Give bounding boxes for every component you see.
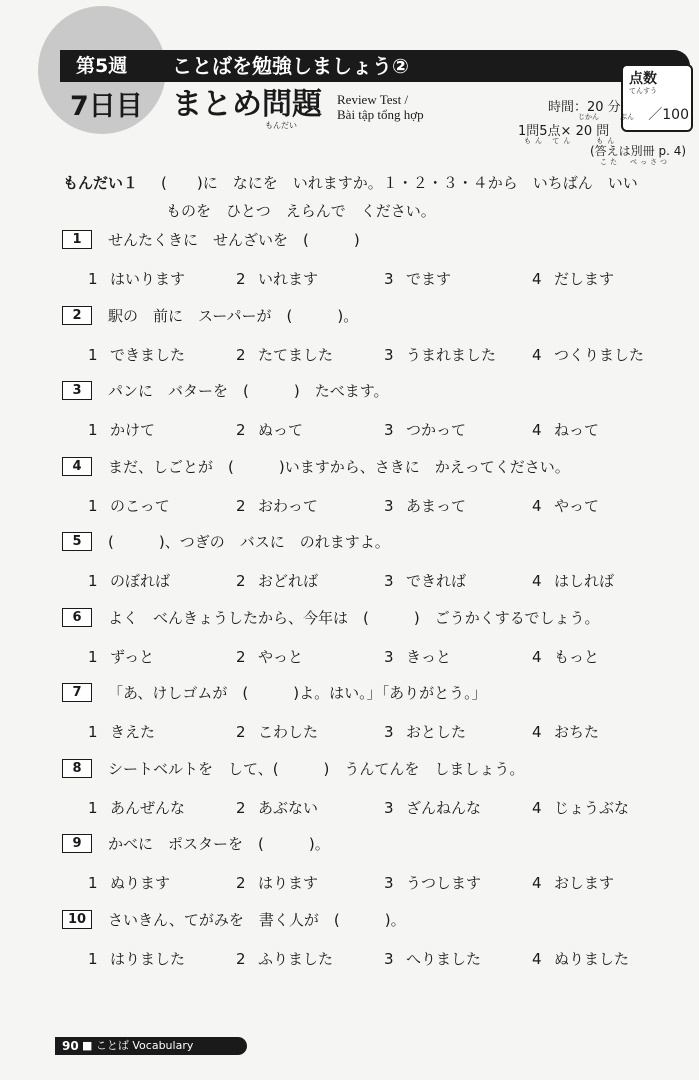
option-number: 2 (236, 723, 246, 741)
option-text: あんぜんな (110, 798, 186, 817)
question-item (0, 457, 699, 527)
option-text: でます (406, 270, 452, 288)
option-text: おどれば (258, 572, 319, 590)
option-number: 2 (236, 345, 246, 364)
option-text: ぬりました (554, 949, 630, 968)
question-text: まだ、しごとが ( )いますから、さきに かえってください。 (108, 457, 570, 476)
question-item (0, 683, 699, 753)
option-number: 3 (384, 496, 394, 515)
answer-option[interactable] (236, 571, 318, 591)
option-number: 1 (88, 647, 98, 666)
option-number: 2 (236, 421, 246, 439)
option-text: こわした (258, 723, 319, 741)
question-text: かべに ポスターを ( )。 (108, 835, 330, 853)
answer-option[interactable] (236, 949, 333, 969)
answer-option[interactable] (236, 873, 318, 893)
option-text: うつします (406, 874, 482, 892)
option-number: 1 (88, 270, 98, 288)
option-text: ぬります (110, 874, 171, 892)
option-number: 4 (532, 647, 542, 666)
option-number: 4 (532, 572, 542, 590)
answer-option[interactable] (88, 873, 170, 893)
answer-option[interactable] (236, 647, 303, 667)
answer-reference: (答えは別冊 p. 4) (590, 144, 687, 158)
option-text: あぶない (258, 798, 319, 817)
answer-option[interactable] (384, 496, 466, 516)
answer-option[interactable] (532, 496, 599, 516)
answer-option[interactable] (384, 571, 466, 591)
answer-option[interactable] (532, 647, 599, 667)
option-number: 3 (384, 949, 394, 968)
option-number: 4 (532, 496, 542, 515)
question-text: パンに バターを ( ) たべます。 (108, 382, 389, 400)
option-text: ふりました (258, 949, 334, 968)
question-number: 6 (62, 608, 92, 627)
option-text: はしれば (554, 572, 615, 590)
option-text: ざんねんな (406, 798, 482, 817)
option-number: 2 (236, 949, 246, 968)
option-number: 3 (384, 421, 394, 439)
question-text: シートベルトを して、( ) うんてんを しましょう。 (108, 759, 525, 778)
answer-option[interactable] (532, 345, 644, 365)
question-text: 「あ、けしゴムが ( )よ。はい。」「ありがとう。」 (108, 684, 487, 702)
question-item (0, 306, 699, 376)
footer-label: ■ ことば Vocabulary (82, 1039, 194, 1052)
option-number: 1 (88, 874, 98, 892)
option-number: 4 (532, 345, 542, 364)
option-number: 3 (384, 345, 394, 364)
option-text: おわって (258, 496, 318, 515)
score-label: 点数 (629, 71, 657, 87)
page-number: 90 (62, 1039, 79, 1053)
option-text: やっと (258, 647, 304, 666)
mondai-label: もんだい１ (63, 174, 139, 192)
answer-option[interactable] (532, 571, 614, 591)
option-text: やって (554, 496, 600, 515)
option-number: 1 (88, 572, 98, 590)
time-limit: 時間：20 分 (548, 100, 621, 115)
answer-option[interactable] (384, 798, 481, 818)
option-text: もっと (554, 647, 600, 666)
option-number: 2 (236, 647, 246, 666)
option-text: おとした (406, 723, 467, 741)
option-number: 2 (236, 798, 246, 817)
question-text: ( )、つぎの バスに のれますよ。 (108, 533, 390, 551)
option-text: ずっと (110, 647, 155, 666)
instruction-line-2: ものを ひとつ えらんで ください。 (166, 202, 436, 220)
question-number: 7 (62, 683, 92, 702)
option-number: 1 (88, 421, 98, 439)
option-text: はいります (110, 270, 186, 288)
points-ruby: もん てん もん (524, 137, 619, 145)
answer-option[interactable] (88, 647, 154, 667)
question-item (0, 759, 699, 829)
answer-option[interactable] (236, 420, 303, 440)
answer-option[interactable] (532, 269, 614, 289)
answer-option[interactable] (532, 722, 599, 742)
answer-ruby: こた べっさつ (600, 158, 670, 166)
answer-option[interactable] (532, 873, 614, 893)
option-text: はります (258, 874, 319, 892)
option-text: いれます (258, 270, 319, 288)
question-item (0, 910, 699, 980)
option-text: のぼれば (110, 572, 171, 590)
answer-option[interactable] (384, 722, 466, 742)
answer-option[interactable] (384, 647, 451, 667)
answer-option[interactable] (532, 798, 629, 818)
option-number: 1 (88, 723, 98, 741)
answer-option[interactable] (236, 496, 318, 516)
question-number: 3 (62, 381, 92, 400)
score-value: ／100 (648, 107, 689, 123)
question-text: 駅の 前に スーパーが ( )。 (108, 306, 359, 325)
option-number: 2 (236, 496, 246, 515)
answer-option[interactable] (384, 949, 481, 969)
answer-option[interactable] (384, 420, 466, 440)
option-number: 1 (88, 345, 98, 364)
question-text: せんたくきに せんざいを ( ) (108, 231, 360, 249)
option-text: たてました (258, 345, 334, 364)
option-number: 3 (384, 572, 394, 590)
option-number: 2 (236, 874, 246, 892)
answer-option[interactable] (88, 496, 170, 516)
option-number: 3 (384, 723, 394, 741)
option-number: 4 (532, 798, 542, 817)
question-item (0, 230, 699, 300)
question-item (0, 834, 699, 904)
subtitle-english: Review Test / (337, 92, 409, 107)
day-label: 7日目 (70, 91, 143, 122)
option-text: へりました (406, 949, 482, 968)
option-text: きっと (406, 647, 452, 666)
option-text: ぬって (258, 421, 304, 439)
answer-option[interactable] (384, 873, 481, 893)
time-ruby: じかん ぷん (578, 113, 634, 121)
question-text: さいきん、てがみを 書く人が ( )。 (108, 910, 406, 929)
answer-option[interactable] (384, 269, 451, 289)
option-text: できました (110, 345, 186, 364)
answer-option[interactable] (236, 345, 333, 365)
instruction-line-1: ( )に なにを いれますか。１・２・３・４から いちばん いい (161, 174, 638, 192)
option-text: じょうぶな (554, 798, 630, 817)
option-text: だします (554, 270, 615, 288)
question-number: 5 (62, 532, 92, 551)
option-text: つくりました (554, 345, 645, 364)
question-item (0, 381, 699, 451)
answer-option[interactable] (236, 798, 318, 818)
option-number: 4 (532, 723, 542, 741)
points-info: 1問5点× 20 問 (518, 124, 610, 139)
option-text: おします (554, 874, 615, 892)
answer-option[interactable] (236, 722, 318, 742)
option-text: かけて (110, 421, 156, 439)
option-number: 2 (236, 270, 246, 288)
option-number: 4 (532, 270, 542, 288)
option-text: うまれました (406, 345, 497, 364)
answer-option[interactable] (88, 798, 185, 818)
score-ruby: てんすう (629, 87, 657, 95)
option-number: 3 (384, 798, 394, 817)
question-item (0, 608, 699, 678)
title-ruby: もんだい (265, 121, 297, 130)
answer-option[interactable] (532, 949, 629, 969)
answer-option[interactable] (88, 420, 155, 440)
question-number: 8 (62, 759, 92, 778)
option-number: 1 (88, 798, 98, 817)
option-text: のこって (110, 496, 170, 515)
week-label: 第5週 (76, 55, 128, 77)
answer-option[interactable] (236, 269, 318, 289)
answer-option[interactable] (88, 722, 155, 742)
option-text: ねって (554, 421, 600, 439)
answer-option[interactable] (532, 420, 599, 440)
option-number: 3 (384, 647, 394, 666)
answer-option[interactable] (88, 269, 185, 289)
answer-option[interactable] (88, 345, 185, 365)
option-text: あまって (406, 496, 467, 515)
option-text: できれば (406, 572, 467, 590)
week-title: ことばを勉強しましょう② (172, 54, 409, 78)
question-number: 10 (62, 910, 92, 929)
option-text: はりました (110, 949, 186, 968)
option-number: 4 (532, 949, 542, 968)
question-number: 9 (62, 834, 92, 853)
question-number: 1 (62, 230, 92, 249)
answer-option[interactable] (88, 949, 185, 969)
option-number: 2 (236, 572, 246, 590)
option-number: 1 (88, 949, 98, 968)
page-title: まとめ問題 (172, 87, 322, 122)
question-text: よく べんきょうしたから、今年は ( ) ごうかくするでしょう。 (108, 608, 600, 627)
option-number: 4 (532, 421, 542, 439)
option-text: つかって (406, 421, 467, 439)
subtitle-vietnamese: Bài tập tổng hợp (337, 107, 424, 122)
question-number: 4 (62, 457, 92, 476)
option-text: おちた (554, 723, 600, 741)
option-number: 4 (532, 874, 542, 892)
question-number: 2 (62, 306, 92, 325)
question-item (0, 532, 699, 602)
option-number: 3 (384, 874, 394, 892)
answer-option[interactable] (88, 571, 170, 591)
option-text: きえた (110, 723, 156, 741)
option-number: 1 (88, 496, 98, 515)
answer-option[interactable] (384, 345, 496, 365)
option-number: 3 (384, 270, 394, 288)
